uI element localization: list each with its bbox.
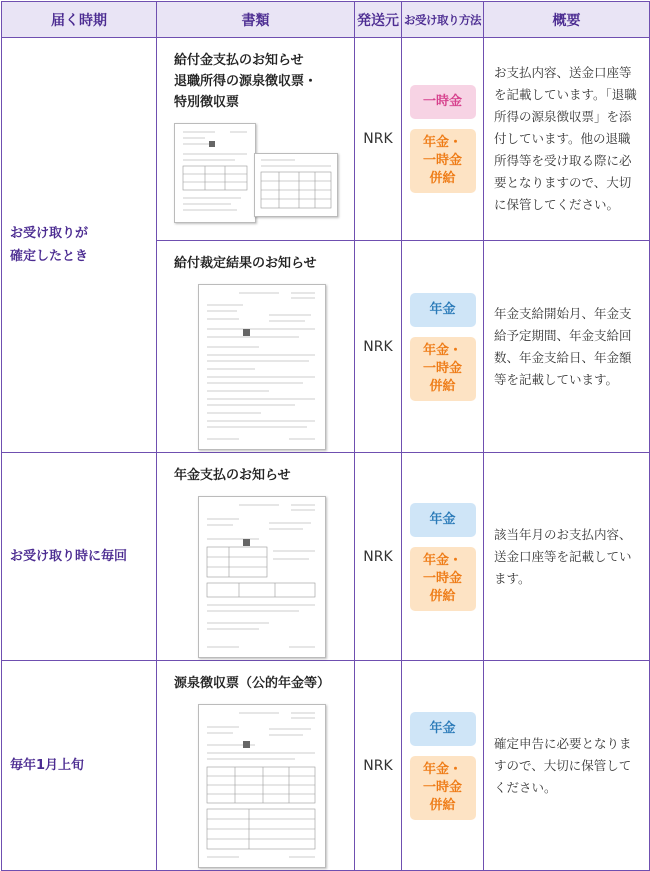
combined-badge — [410, 337, 476, 401]
document-thumbnail — [174, 123, 354, 228]
sender-cell: NRK — [355, 453, 402, 661]
combined-badge — [410, 756, 476, 820]
document-page-image — [254, 153, 338, 217]
document-cell — [157, 38, 355, 241]
timing-line: 確定したとき — [10, 249, 89, 264]
document-page-image — [198, 496, 326, 658]
combined-badge — [410, 547, 476, 611]
timing-cell — [2, 38, 157, 453]
pension-badge — [410, 503, 476, 537]
document-title — [174, 465, 354, 486]
badge-label: 年金 — [429, 511, 456, 527]
badge-label: 年金 — [429, 720, 456, 736]
timing-line: お受け取りが — [10, 226, 89, 241]
combined-badge — [410, 129, 476, 193]
table-row — [2, 38, 650, 241]
sender-cell: NRK — [355, 38, 402, 241]
badge-label: 一時金 — [422, 94, 462, 109]
badge-label: 年金・ — [422, 761, 462, 777]
timing-line: 毎年1月上旬 — [10, 758, 85, 773]
header-sender: 発送元 — [355, 2, 402, 38]
document-title — [174, 253, 354, 274]
sender-cell: NRK — [355, 661, 402, 871]
header-summary: 概要 — [484, 2, 650, 38]
document-page-image — [174, 123, 256, 223]
pension-badge — [410, 293, 476, 327]
document-cell — [157, 241, 355, 453]
table-row — [2, 453, 650, 661]
document-title-line: 給付裁定結果のお知らせ — [174, 256, 317, 271]
document-title-line: 特別徴収票 — [174, 95, 240, 110]
pension-badge — [410, 712, 476, 746]
header-document: 書類 — [157, 2, 355, 38]
badge-label: 併給 — [429, 171, 456, 186]
header-row — [2, 2, 650, 38]
badge-label: 年金・ — [422, 552, 462, 568]
method-cell — [402, 38, 484, 241]
documents-table — [1, 1, 650, 871]
document-lines — [175, 124, 255, 222]
document-title-line: 退職所得の源泉徴収票・ — [174, 74, 318, 89]
summary-cell: お支払内容、送金口座等を記載しています。「退職所得の源泉徴収票」を添付しています。他の退職所得等を受け取る際に必要となりますので、大切に保管してください。 — [484, 38, 650, 241]
document-title-line: 源泉徴収票（公的年金等） — [174, 676, 331, 691]
document-lines — [199, 705, 325, 867]
badge-label: 一時金 — [422, 779, 462, 795]
badge-label: 一時金 — [422, 360, 462, 376]
lump-sum-badge — [410, 85, 476, 119]
summary-cell: 年金支給開始月、年金支給予定期間、年金支給回数、年金支給日、年金額等を記載しています。 — [484, 241, 650, 453]
badge-label: 一時金 — [422, 570, 462, 586]
document-title — [174, 50, 354, 113]
badge-label: 併給 — [429, 378, 456, 394]
badge-label: 年金・ — [422, 342, 462, 358]
document-cell — [157, 661, 355, 871]
summary-cell: 該当年月のお支払内容、送金口座等を記載しています。 — [484, 453, 650, 661]
method-cell — [402, 453, 484, 661]
timing-cell — [2, 661, 157, 871]
document-title-line: 年金支払のお知らせ — [174, 468, 291, 483]
document-page-image — [198, 284, 326, 450]
sender-cell: NRK — [355, 241, 402, 453]
summary-cell: 確定申告に必要となりますので、大切に保管してください。 — [484, 661, 650, 871]
timing-line: お受け取り時に毎回 — [10, 549, 128, 564]
table-row — [2, 661, 650, 871]
document-thumbnail — [174, 704, 354, 870]
header-method: お受け取り方法 — [402, 2, 484, 38]
document-thumbnail — [174, 496, 354, 660]
badge-label: 併給 — [429, 588, 456, 604]
document-lines — [255, 154, 337, 216]
method-cell — [402, 241, 484, 453]
header-timing: 届く時期 — [2, 2, 157, 38]
timing-cell — [2, 453, 157, 661]
badge-label: 年金・ — [422, 135, 462, 150]
document-lines — [199, 497, 325, 657]
badge-label: 一時金 — [422, 153, 462, 168]
document-title-line: 給付金支払のお知らせ — [174, 53, 304, 68]
badge-label: 併給 — [429, 797, 456, 813]
document-lines — [199, 285, 325, 449]
document-thumbnail — [174, 284, 354, 452]
document-page-image — [198, 704, 326, 868]
document-title — [174, 673, 354, 694]
document-cell — [157, 453, 355, 661]
method-cell — [402, 661, 484, 871]
badge-label: 年金 — [429, 301, 456, 317]
